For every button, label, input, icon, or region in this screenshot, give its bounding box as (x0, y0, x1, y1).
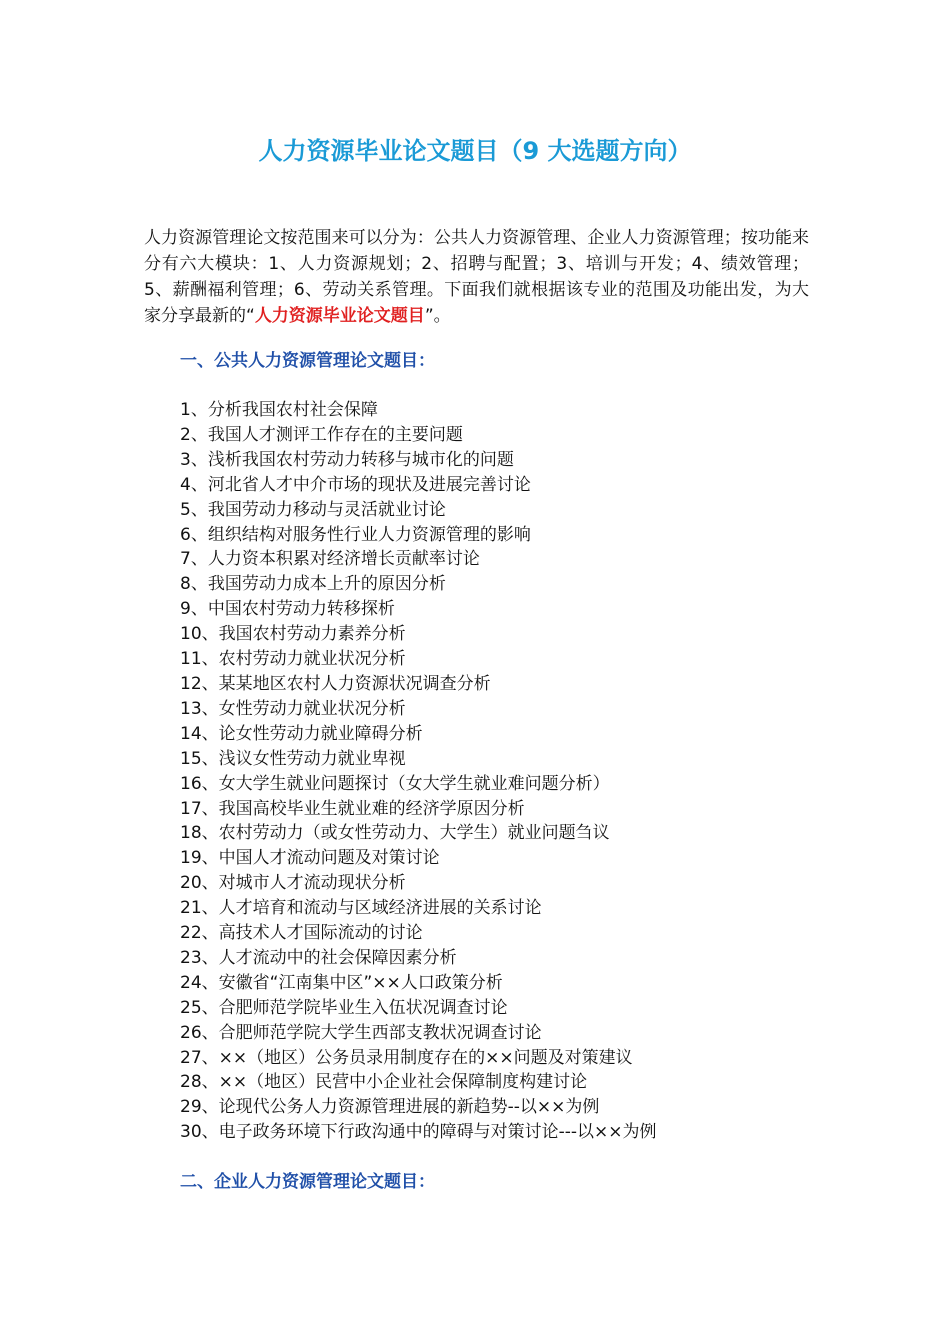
topic-list-item: 3、浅析我国农村劳动力转移与城市化的问题 (180, 449, 514, 470)
topic-list-item: 8、我国劳动力成本上升的原因分析 (180, 574, 446, 595)
section-heading-enterprise-hr: 二、企业人力资源管理论文题目： (180, 1172, 435, 1192)
topic-list (180, 398, 657, 1145)
topic-list-item: 13、女性劳动力就业状况分析 (180, 698, 406, 719)
intro-text-after: ”。 (424, 306, 451, 326)
topic-list-item: 19、中国人才流动问题及对策讨论 (180, 848, 440, 869)
section-heading-public-hr: 一、公共人力资源管理论文题目： (180, 351, 435, 371)
topic-list-item: 10、我国农村劳动力素养分析 (180, 624, 406, 645)
topic-list-item: 30、电子政务环境下行政沟通中的障碍与对策讨论---以××为例 (180, 1122, 657, 1143)
topic-list-item: 14、论女性劳动力就业障碍分析 (180, 723, 423, 744)
intro-text-before: 人力资源管理论文按范围来可以分为：公共人力资源管理、企业人力资源管理；按功能来分有六大模块：1、人力资源规划；2、招聘与配置；3、培训与开发；4、绩效管理；5、薪酬福利管理；6、劳动关系管理。下面我们就根据该专业的范围及功能出发，为大家分享最新的“ (144, 228, 809, 326)
intro-highlight: 人力资源毕业论文题目 (254, 306, 425, 326)
topic-list-item: 7、人力资本积累对经济增长贡献率讨论 (180, 549, 480, 570)
topic-list-item: 23、人才流动中的社会保障因素分析 (180, 947, 457, 968)
intro-paragraph (144, 225, 809, 329)
topic-list-item: 2、我国人才测评工作存在的主要问题 (180, 424, 463, 445)
topic-list-item: 5、我国劳动力移动与灵活就业讨论 (180, 499, 446, 520)
topic-list-item: 6、组织结构对服务性行业人力资源管理的影响 (180, 524, 531, 545)
topic-list-item: 28、××（地区）民营中小企业社会保障制度构建讨论 (180, 1072, 588, 1093)
topic-list-item: 17、我国高校毕业生就业难的经济学原因分析 (180, 798, 525, 819)
topic-list-item: 15、浅议女性劳动力就业卑视 (180, 748, 406, 769)
topic-list-item: 20、对城市人才流动现状分析 (180, 873, 406, 894)
topic-list-item: 11、农村劳动力就业状况分析 (180, 649, 406, 670)
topic-list-item: 12、某某地区农村人力资源状况调查分析 (180, 673, 491, 694)
topic-list-item: 1、分析我国农村社会保障 (180, 400, 378, 420)
topic-list-item: 16、女大学生就业问题探讨（女大学生就业难问题分析） (180, 773, 610, 794)
topic-list-item: 4、河北省人才中介市场的现状及进展完善讨论 (180, 474, 531, 495)
topic-list-item: 9、中国农村劳动力转移探析 (180, 599, 395, 620)
topic-list-item: 26、合肥师范学院大学生西部支教状况调查讨论 (180, 1022, 542, 1043)
topic-list-item: 27、××（地区）公务员录用制度存在的××问题及对策建议 (180, 1047, 633, 1068)
document-title: 人力资源毕业论文题目（9 大选题方向） (258, 137, 692, 165)
topic-list-item: 22、高技术人才国际流动的讨论 (180, 923, 423, 944)
topic-list-item: 24、安徽省“江南集中区”××人口政策分析 (180, 972, 503, 993)
topic-list-item: 18、农村劳动力（或女性劳动力、大学生）就业问题刍议 (180, 823, 610, 844)
topic-list-item: 21、人才培育和流动与区域经济进展的关系讨论 (180, 898, 542, 919)
topic-list-item: 29、论现代公务人力资源管理进展的新趋势--以××为例 (180, 1097, 600, 1118)
topic-list-item: 25、合肥师范学院毕业生入伍状况调查讨论 (180, 997, 508, 1018)
